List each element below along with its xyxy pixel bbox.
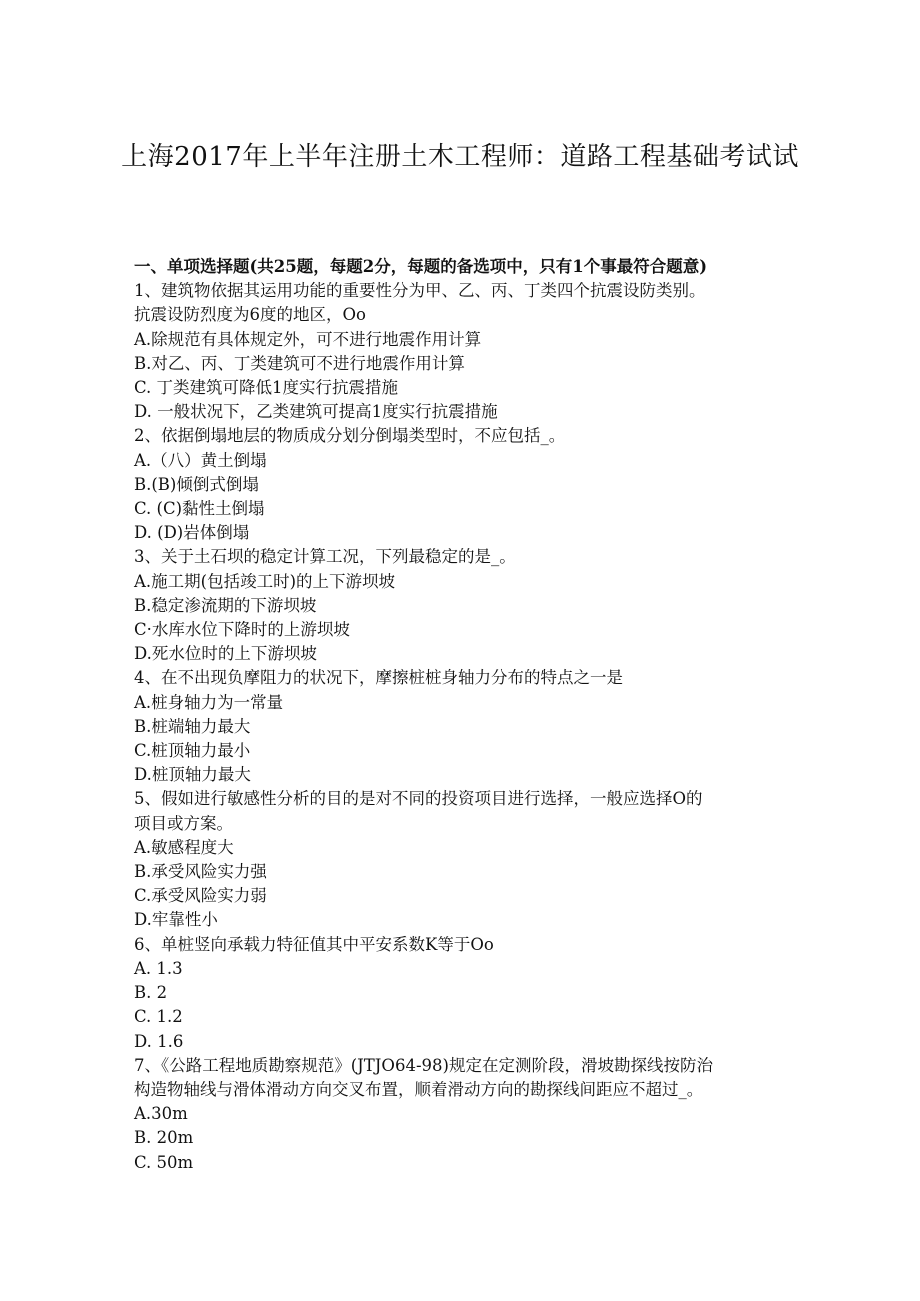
question-list [134,279,814,1175]
text-line: D. (D)岩体倒塌 [134,523,250,543]
text-line: A.桩身轴力为一常量 [134,692,284,712]
text-line: 5、假如进行敏感性分析的目的是对不同的投资项目进行选择，一般应选择O的 [134,789,703,809]
text-line: C. 丁类建筑可降低1度实行抗震措施 [134,378,399,398]
text-line: A. 1.3 [134,958,183,978]
text-line: D. 1.6 [134,1031,184,1051]
text-line: C. 50m [134,1152,194,1172]
text-line: C. (C)黏性土倒塌 [134,499,265,519]
text-line: 7、《公路工程地质勘察规范》(JTJO64-98)规定在定测阶段，滑坡勘探线按防治 [134,1055,713,1075]
text-line: B.桩端轴力最大 [134,716,251,736]
text-line: 构造物轴线与滑体滑动方向交叉布置，顺着滑动方向的勘探线间距应不超过_。 [134,1079,704,1099]
text-line: 4、在不出现负摩阻力的状况下，摩擦桩桩身轴力分布的特点之一是 [134,668,623,688]
text-line: C·水库水位下降时的上游坝坡 [134,620,350,640]
text-line: 6、单桩竖向承载力特征值其中平安系数K等于Oo [134,934,494,954]
text-line: A.（八）黄土倒塌 [134,450,267,470]
text-line: B. 20m [134,1128,194,1148]
text-line: A.施工期(包括竣工时)的上下游坝坡 [134,571,396,591]
text-line: B.承受风险实力强 [134,862,267,882]
text-line: B.对乙、丙、丁类建筑可不进行地震作用计算 [134,353,465,373]
text-line: 1、建筑物依据其运用功能的重要性分为甲、乙、丙、丁类四个抗震设防类别。 [134,281,706,301]
text-line: A.敏感程度大 [134,837,234,857]
text-line: 抗震设防烈度为6度的地区，Oo [134,305,366,325]
document-title: 上海2017年上半年注册土木工程师：道路工程基础考试试 [121,142,799,172]
text-line: A.30m [134,1104,188,1124]
text-line: A.除规范有具体规定外，可不进行地震作用计算 [134,329,482,349]
text-line: D.死水位时的上下游坝坡 [134,644,317,664]
text-line: B.稳定渗流期的下游坝坡 [134,595,317,615]
text-line: C.承受风险实力弱 [134,886,267,906]
text-line: D. 一般状况下，乙类建筑可提高1度实行抗震措施 [134,402,498,422]
text-line: B. 2 [134,983,168,1003]
section-heading: 一、单项选择题(共25题，每题2分，每题的备选项中，只有1个事最符合题意) [134,257,708,276]
text-line: D.桩顶轴力最大 [134,765,251,785]
document-body [134,255,814,1175]
text-line: 3、关于土石坝的稳定计算工况，下列最稳定的是_。 [134,547,516,567]
text-line: B.(B)倾倒式倒塌 [134,474,259,494]
text-line: 项目或方案。 [134,813,233,833]
text-line: C.桩顶轴力最小 [134,741,251,761]
text-line: 2、依据倒塌地层的物质成分划分倒塌类型时，不应包括_。 [134,426,566,446]
text-line: C. 1.2 [134,1007,183,1027]
text-line: D.牢靠性小 [134,910,218,930]
